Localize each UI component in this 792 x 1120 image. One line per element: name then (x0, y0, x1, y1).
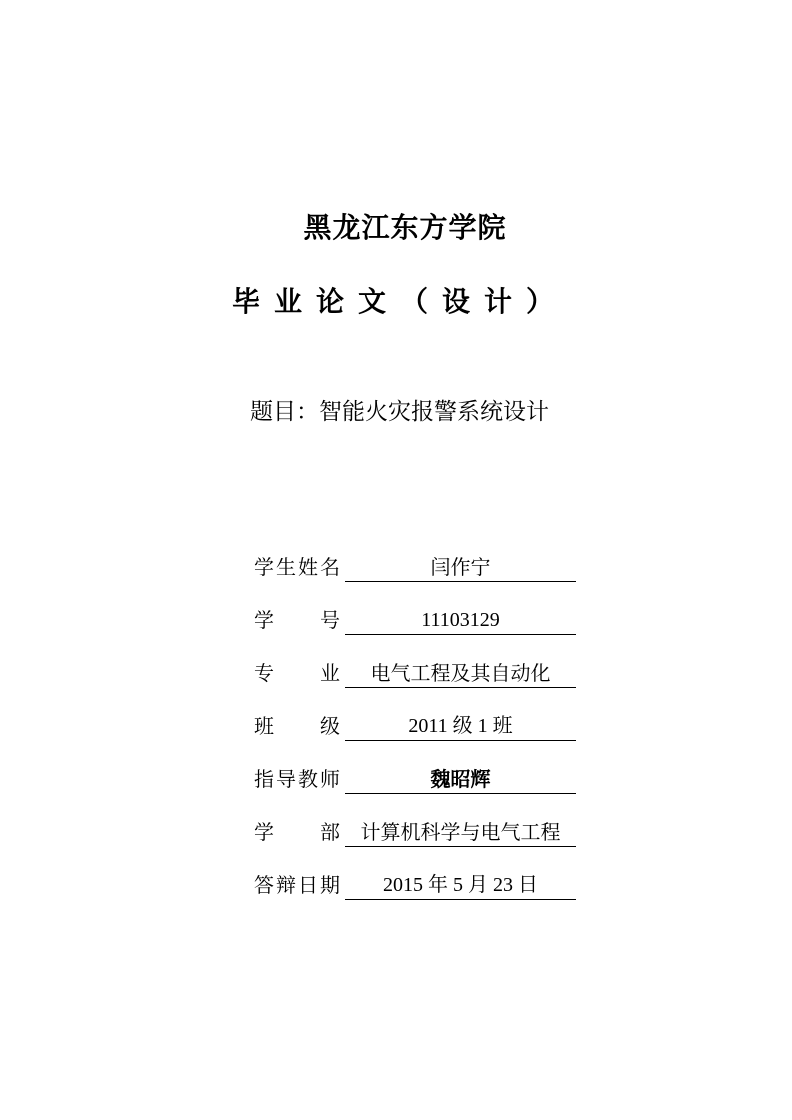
info-label-defense-date: 答辩日期 (254, 873, 340, 897)
info-row-major (254, 659, 576, 693)
topic-label: 题目： (250, 399, 319, 425)
topic-title: 智能火灾报警系统设计 (319, 399, 549, 425)
info-row-student-id (254, 606, 576, 640)
info-row-class (254, 712, 576, 746)
info-label-major: 专业 (254, 661, 340, 685)
info-label-class: 班级 (254, 714, 340, 738)
info-value-class: 2011 级 1 班 (345, 712, 576, 741)
thesis-type-heading: 毕业论文（设计） (231, 285, 568, 318)
info-row-student-name (254, 553, 576, 587)
info-value-defense-date: 2015 年 5 月 23 日 (345, 871, 576, 900)
thesis-topic (250, 393, 549, 426)
info-value-major: 电气工程及其自动化 (345, 659, 576, 688)
info-label-advisor: 指导教师 (254, 767, 340, 791)
info-label-department: 学部 (254, 820, 340, 844)
info-value-student-name: 闫作宁 (345, 553, 576, 582)
info-value-department: 计算机科学与电气工程 (345, 818, 576, 847)
info-label-student-name: 学生姓名 (254, 555, 340, 579)
info-row-advisor (254, 765, 576, 799)
school-name: 黑龙江东方学院 (303, 211, 507, 244)
info-label-student-id: 学号 (254, 608, 340, 632)
info-row-defense-date (254, 871, 576, 905)
info-row-department (254, 818, 576, 852)
info-value-advisor: 魏昭辉 (345, 765, 576, 794)
info-value-student-id: 11103129 (345, 606, 576, 635)
